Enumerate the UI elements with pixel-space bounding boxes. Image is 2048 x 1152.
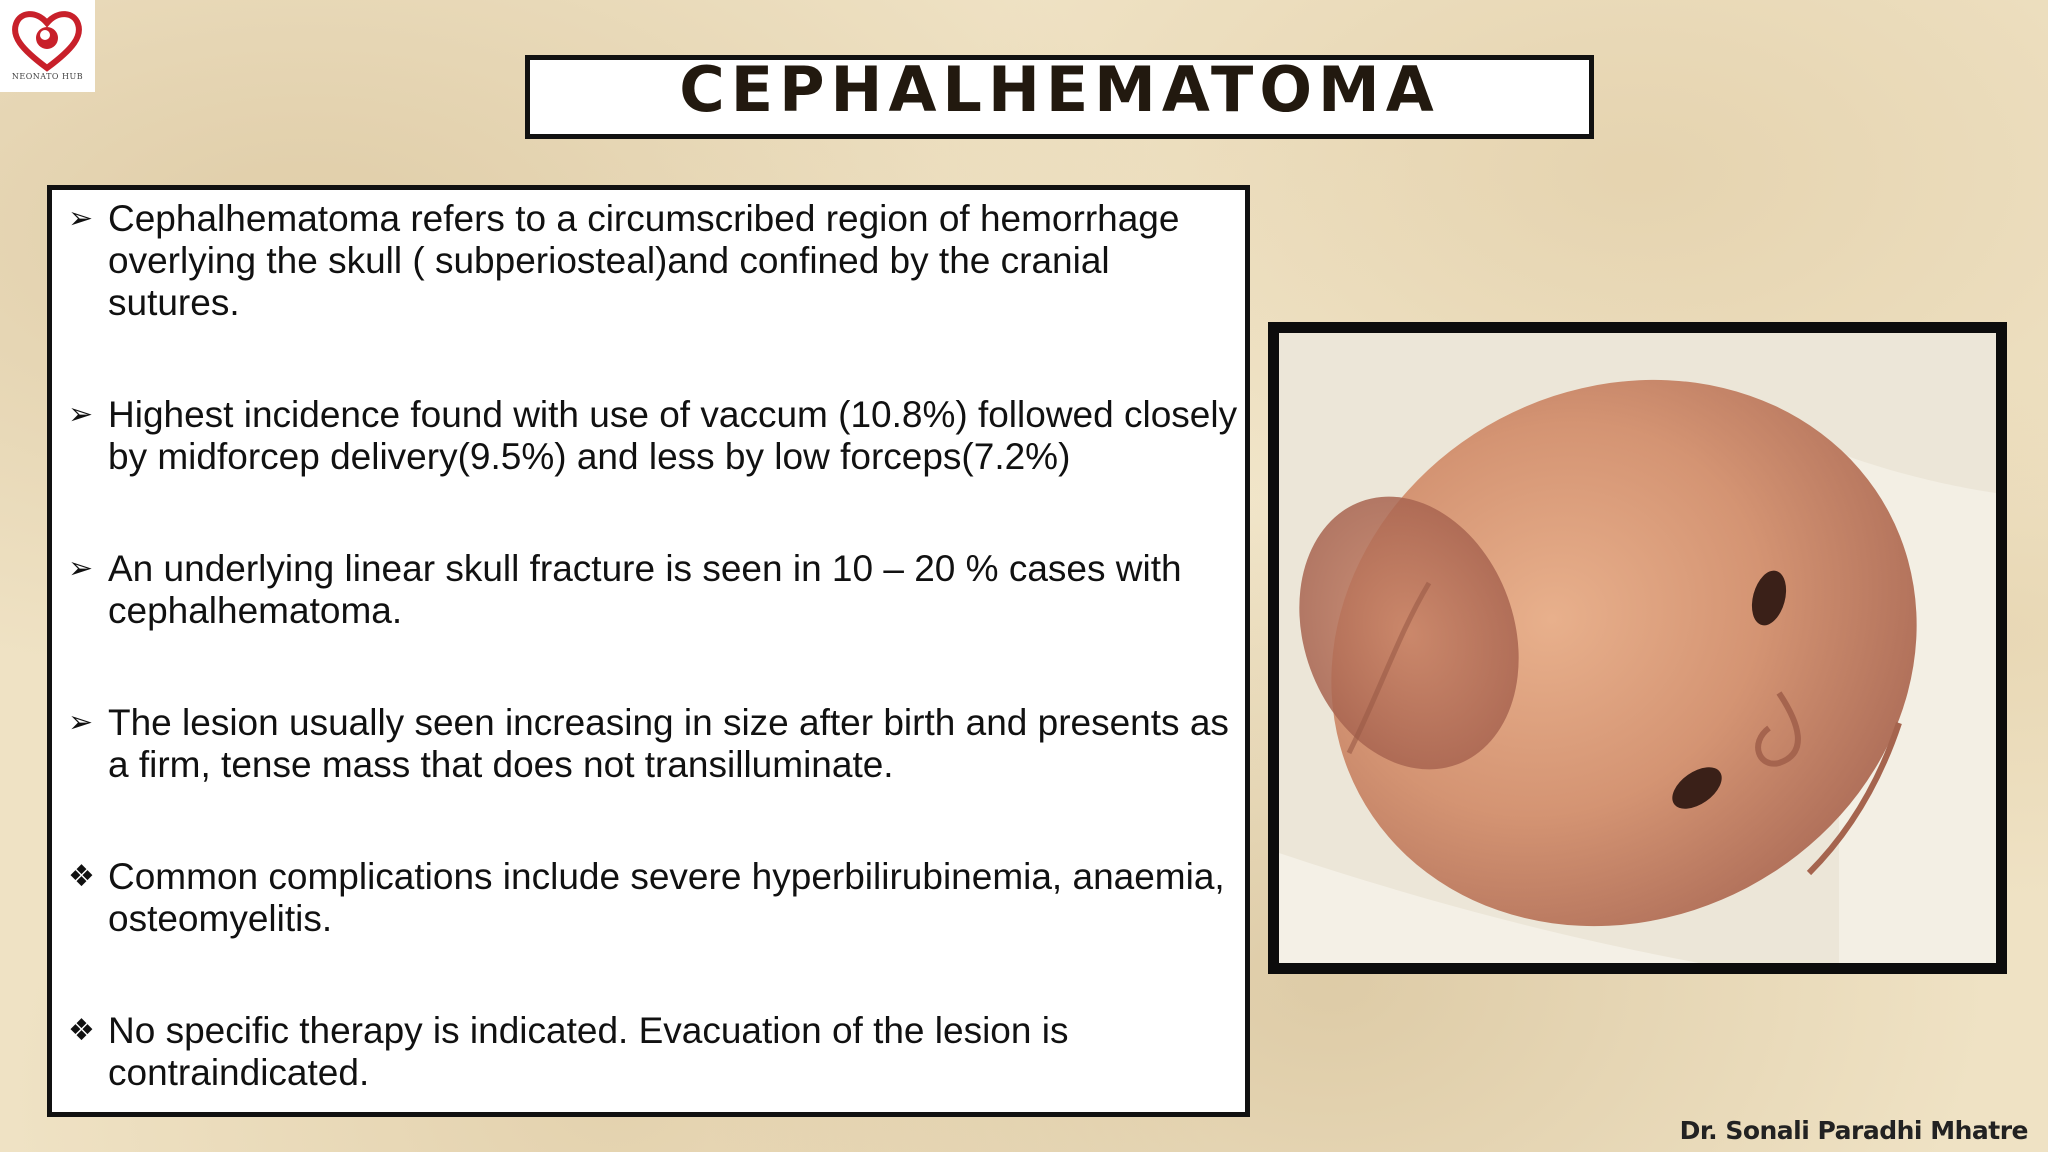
infant-head-illustration (1279, 333, 1996, 963)
bullet-item (68, 856, 1248, 940)
bullet-item (68, 394, 1248, 478)
arrow-bullet-icon: ➢ (68, 201, 94, 236)
bullet-text: No specific therapy is indicated. Evacuation of the lesion is contraindicated. (108, 1010, 1069, 1093)
arrow-bullet-icon: ➢ (68, 705, 94, 740)
logo (0, 0, 95, 92)
bullet-text: The lesion usually seen increasing in size after birth and presents as a firm, tense mass that does not transilluminate. (108, 702, 1229, 785)
slide-title: CEPHALHEMATOMA (679, 52, 1440, 126)
arrow-bullet-icon: ➢ (68, 397, 94, 432)
author-credit: Dr. Sonali Paradhi Mhatre (1679, 1116, 2028, 1145)
bullet-text: Highest incidence found with use of vaccum (10.8%) followed closely by midforcep delivery(9.5%) and less by low forceps(7.2%) (108, 394, 1238, 477)
infant-photo (1268, 322, 2007, 974)
bullet-item (68, 702, 1248, 786)
bullet-text: Common complications include severe hyperbilirubinemia, anaemia, osteomyelitis. (108, 856, 1225, 939)
bullet-item (68, 548, 1248, 632)
arrow-bullet-icon: ➢ (68, 551, 94, 586)
bullet-item (68, 198, 1248, 324)
bullet-text: Cephalhematoma refers to a circumscribed region of hemorrhage overlying the skull ( subperiosteal)and confined by the cranial sutures. (108, 198, 1180, 323)
title-box (525, 52, 1594, 139)
heart-logo-icon (10, 6, 85, 74)
bullet-item (68, 1010, 1248, 1094)
diamond-bullet-icon: ❖ (68, 859, 95, 894)
content-box (47, 185, 1250, 1117)
bullet-text: An underlying linear skull fracture is seen in 10 – 20 % cases with cephalhematoma. (108, 548, 1182, 631)
diamond-bullet-icon: ❖ (68, 1013, 95, 1048)
logo-text: NEONATO HUB (11, 72, 84, 81)
